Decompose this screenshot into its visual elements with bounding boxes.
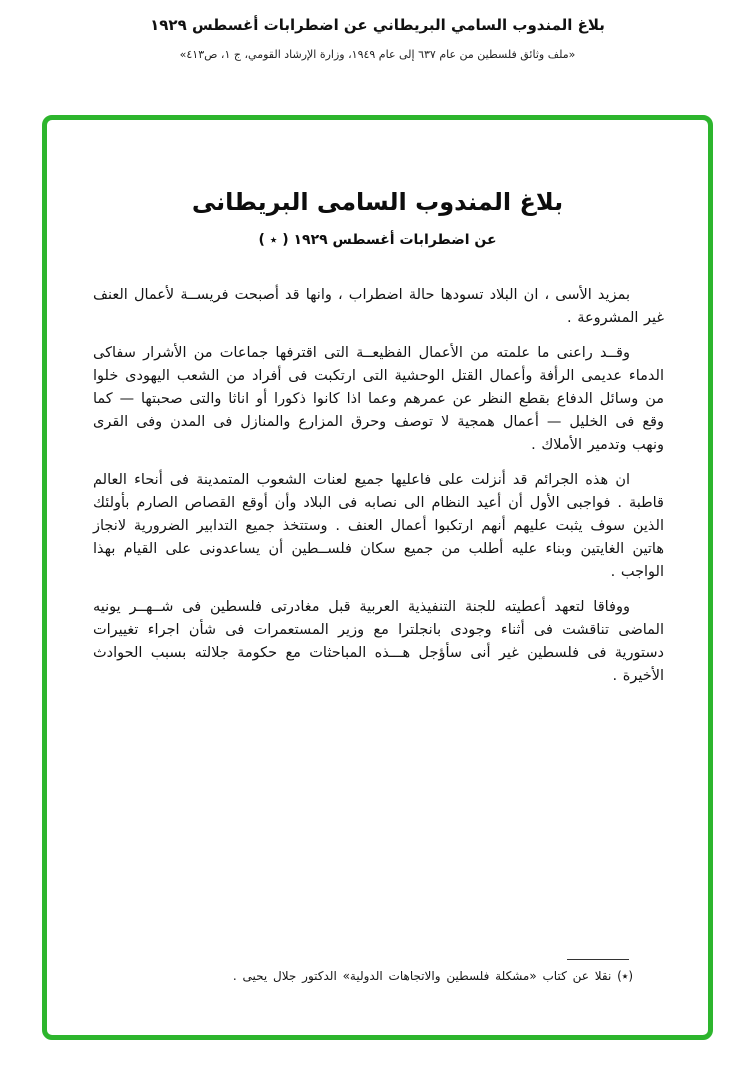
paragraph: ان هذه الجرائم قد أنزلت على فاعليها جميع لعنات الشعوب المتمدينة فى أنحاء العالم قاطبة . فواجبى الأول أن أعيد النظام الى نصابه فى البلاد وأن أوقع القصاص الصارم بأولئك الذين سوف يثبت عليهم أنهم ارتكبوا أعمال العنف . وستتخذ جميع التدابير الضرورية لانجاز هاتين الغايتين وبناء عليه أطلب من جميع سكان فلســطين أن يساعدونى على القيام بهذا الواجب .: [93, 472, 664, 580]
paragraph: بمزيد الأسى ، ان البلاد تسودها حالة اضطراب ، وانها قد أصبحت فريســة لأعمال العنف غير المشروعة .: [93, 287, 664, 326]
header-source-citation: «ملف وثائق فلسطين من عام ٦٣٧ إلى عام ١٩٤٩، وزارة الإرشاد القومي، ج ١، ص٤١٣»: [179, 48, 576, 61]
document-page: [42, 115, 713, 1040]
footnote: [47, 959, 708, 983]
footnote-separator: [567, 959, 629, 960]
document-header: [0, 16, 755, 61]
footnote-text: (٭) نقلا عن كتاب «مشكلة فلسطين والاتجاهات الدولية» الدكتور جلال يحيى .: [232, 969, 633, 983]
document-body: [47, 284, 708, 688]
header-title: بلاغ المندوب السامي البريطاني عن اضطرابات أغسطس ١٩٢٩: [150, 16, 605, 34]
paragraph: وقــد راعنى ما علمته من الأعمال الفظيعــة التى اقترفها جماعات من الأشرار سفاكى الدماء عديمى الرأفة وأعمال القتل الوحشية التى ارتكبت فى أفراد من الشعب اليهودى خلوا من وسائل الدفاع بقطع النظر عن عمرهم وعما اذا كانوا ذكورا أو اناثا والتى صحبتها — كما وقع فى الخليل — أعمال همجية لا توصف وحرق المزارع والمنازل فى المدن وفى القرى ونهب وتدمير الأملاك .: [93, 345, 664, 453]
page-subtitle: عن اضطرابات أغسطس ١٩٢٩ ( ٭ ): [258, 232, 497, 248]
paragraph: ووفاقا لتعهد أعطيته للجنة التنفيذية العربية قبل مغادرتى فلسطين فى شــهــر يونيه الماضى تناقشت فى أثناء وجودى بانجلترا مع وزير المستعمرات فى شأن اجراء تغييرات دستورية فى فلسطين غير أنى سأؤجل هـــذه المباحثات مع حكومة جلالته بسبب الحوادث الأخيرة .: [93, 599, 664, 684]
page-title: بلاغ المندوب السامى البريطانى: [191, 188, 564, 216]
